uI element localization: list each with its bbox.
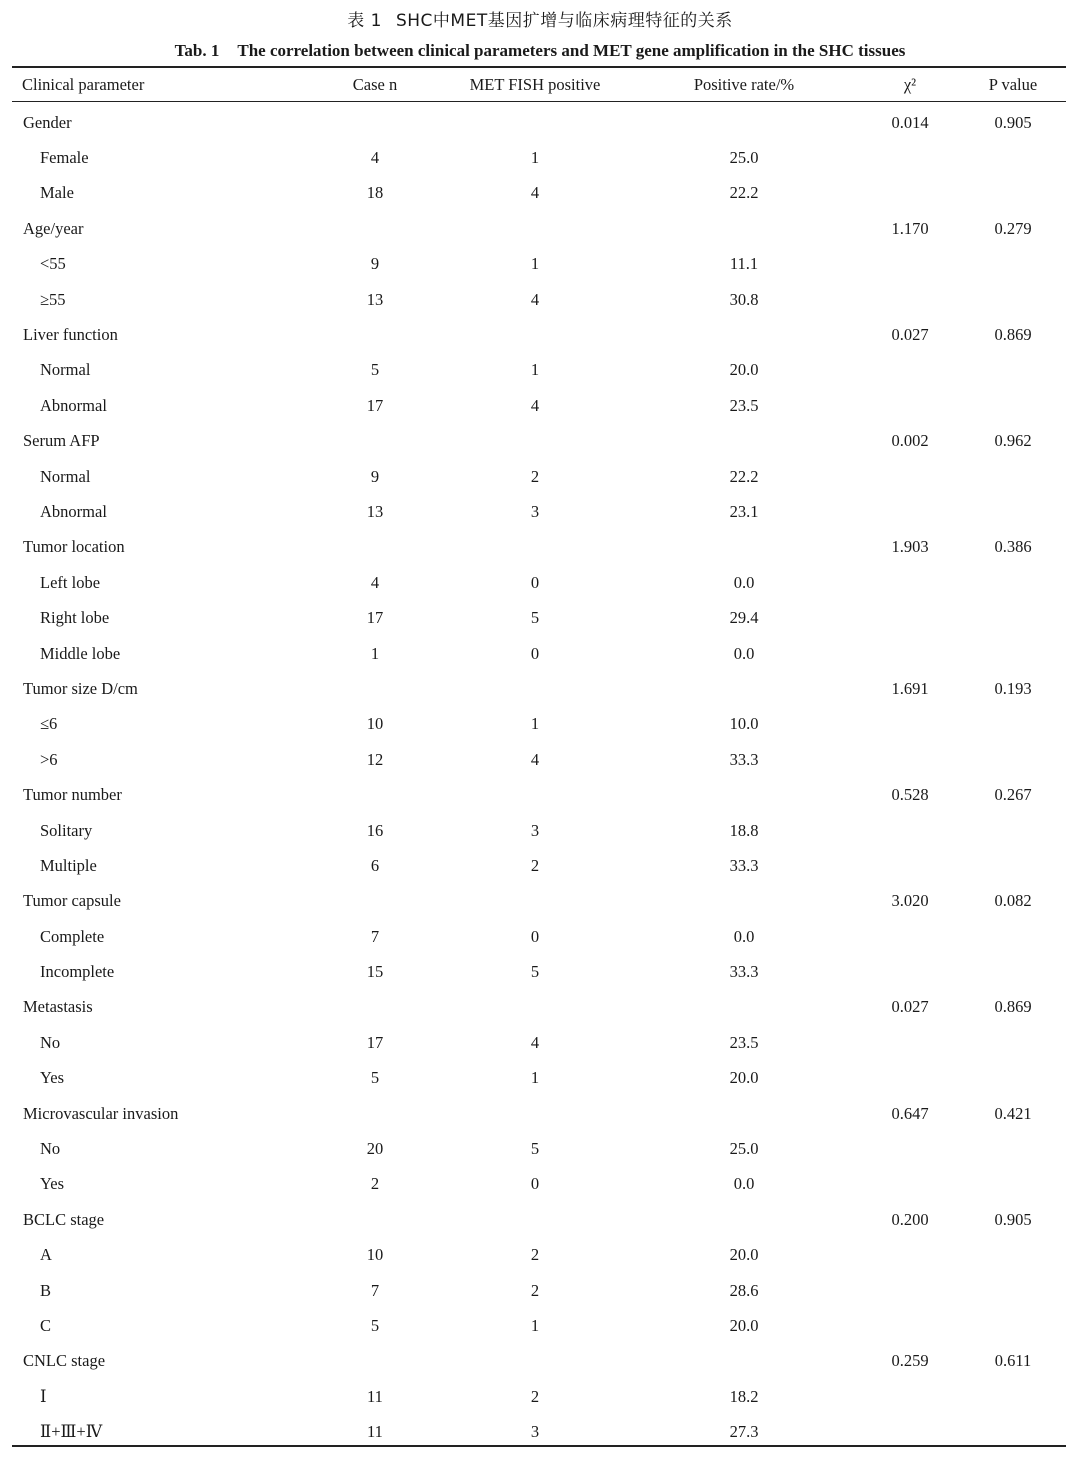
positive-rate-cell [628, 671, 860, 706]
case-cell [308, 671, 442, 706]
chi-square-cell: 0.528 [891, 785, 929, 805]
p-value-cell [960, 1167, 1066, 1202]
p-value-cell: 0.905 [994, 112, 1032, 132]
subgroup-row [12, 282, 1066, 317]
parameter-group-row [12, 317, 1066, 352]
fish-positive-cell [442, 1344, 628, 1379]
p-value-cell: 0.279 [994, 218, 1032, 238]
p-value-cell [960, 494, 1066, 529]
parameter-cell: BCLC stage [23, 1209, 105, 1229]
fish-positive-cell: 2 [530, 1245, 540, 1265]
chi-square-cell [860, 848, 960, 883]
chi-square-cell [860, 388, 960, 423]
header-positive-rate: Positive rate/% [693, 74, 795, 94]
positive-rate-cell [628, 1202, 860, 1237]
p-value-cell [960, 140, 1066, 175]
subgroup-row [12, 1025, 1066, 1060]
p-value-cell [960, 813, 1066, 848]
positive-rate-cell [628, 101, 860, 140]
chi-square-cell [860, 140, 960, 175]
chi-square-cell [860, 1238, 960, 1273]
positive-rate-cell: 25.0 [729, 148, 759, 168]
fish-positive-cell [442, 990, 628, 1025]
p-value-cell: 0.869 [994, 997, 1032, 1017]
case-cell: 6 [370, 855, 380, 875]
table-body [12, 101, 1066, 1450]
fish-positive-cell: 0 [530, 572, 540, 592]
parameter-cell: Tumor size D/cm [23, 678, 138, 698]
subgroup-row [12, 247, 1066, 282]
positive-rate-cell: 0.0 [733, 643, 755, 663]
header-case-n: Case n [352, 74, 398, 94]
positive-rate-cell: 0.0 [733, 926, 755, 946]
subgroup-row [12, 600, 1066, 635]
chi-square-cell [860, 813, 960, 848]
fish-positive-cell: 4 [530, 395, 540, 415]
case-cell: 17 [366, 395, 384, 415]
positive-rate-cell: 28.6 [729, 1280, 759, 1300]
positive-rate-cell: 23.5 [729, 395, 759, 415]
chi-square-cell [860, 282, 960, 317]
p-value-cell [960, 1308, 1066, 1343]
subgroup-row [12, 954, 1066, 989]
p-value-cell [960, 353, 1066, 388]
subgroup-row [12, 494, 1066, 529]
table-title-en-text: The correlation between clinical parameters and MET gene amplification in the SHC tissues [237, 41, 906, 60]
parameter-cell: >6 [40, 749, 58, 769]
parameter-cell: No [40, 1139, 61, 1159]
case-cell [308, 317, 442, 352]
positive-rate-cell: 20.0 [729, 360, 759, 380]
chi-square-cell: 1.691 [891, 678, 929, 698]
subgroup-row [12, 1061, 1066, 1096]
case-cell: 17 [366, 608, 384, 628]
parameter-cell: Abnormal [40, 395, 107, 415]
p-value-cell [960, 742, 1066, 777]
fish-positive-cell: 1 [530, 360, 540, 380]
parameter-cell: Right lobe [40, 608, 110, 628]
positive-rate-cell: 33.3 [729, 855, 759, 875]
case-cell [308, 211, 442, 246]
fish-positive-cell: 1 [530, 714, 540, 734]
fish-positive-cell [442, 211, 628, 246]
fish-positive-cell: 5 [530, 608, 540, 628]
subgroup-row [12, 1131, 1066, 1166]
p-value-cell [960, 1379, 1066, 1414]
p-value-cell [960, 919, 1066, 954]
fish-positive-cell: 2 [530, 1280, 540, 1300]
chi-square-cell [860, 565, 960, 600]
fish-positive-cell: 0 [530, 926, 540, 946]
positive-rate-cell [628, 884, 860, 919]
chi-square-cell [860, 600, 960, 635]
case-cell: 4 [370, 148, 380, 168]
chi-square-cell [860, 353, 960, 388]
case-cell: 5 [370, 360, 380, 380]
case-cell: 11 [367, 1422, 383, 1442]
p-value-cell: 0.082 [994, 891, 1032, 911]
parameter-cell: A [40, 1245, 52, 1265]
fish-positive-cell [442, 777, 628, 812]
positive-rate-cell: 23.1 [729, 501, 759, 521]
fish-positive-cell: 3 [530, 501, 540, 521]
parameter-cell: C [40, 1315, 52, 1335]
chi-square-cell: 1.170 [891, 218, 929, 238]
positive-rate-cell [628, 1344, 860, 1379]
table-title-en [0, 41, 1080, 61]
subgroup-row [12, 707, 1066, 742]
parameter-group-row [12, 101, 1066, 140]
parameter-cell: Ⅱ+Ⅲ+Ⅳ [40, 1422, 103, 1442]
subgroup-row [12, 1238, 1066, 1273]
parameter-cell: Solitary [40, 820, 93, 840]
results-table [12, 68, 1066, 1450]
parameter-group-row [12, 424, 1066, 459]
positive-rate-cell: 33.3 [729, 749, 759, 769]
subgroup-row [12, 919, 1066, 954]
positive-rate-cell: 25.0 [729, 1139, 759, 1159]
parameter-cell: Yes [40, 1174, 65, 1194]
fish-positive-cell: 1 [530, 148, 540, 168]
fish-positive-cell: 1 [530, 254, 540, 274]
subgroup-row [12, 813, 1066, 848]
p-value-cell: 0.869 [994, 325, 1032, 345]
case-cell: 9 [370, 254, 380, 274]
parameter-group-row [12, 777, 1066, 812]
case-cell: 13 [366, 289, 384, 309]
chi-square-cell: 0.002 [891, 431, 929, 451]
parameter-cell: Female [40, 148, 89, 168]
header-fish-positive: MET FISH positive [469, 74, 601, 94]
parameter-cell: Gender [23, 112, 72, 132]
p-value-cell [960, 1414, 1066, 1449]
case-cell: 1 [370, 643, 380, 663]
case-cell: 7 [370, 926, 380, 946]
p-value-cell [960, 848, 1066, 883]
header-p-value: P value [988, 74, 1038, 94]
chi-square-cell [860, 707, 960, 742]
case-cell [308, 530, 442, 565]
case-cell: 12 [366, 749, 384, 769]
fish-positive-cell [442, 101, 628, 140]
chi-square-cell: 0.027 [891, 997, 929, 1017]
parameter-cell: Microvascular invasion [23, 1103, 179, 1123]
case-cell: 15 [366, 962, 384, 982]
fish-positive-cell: 4 [530, 183, 540, 203]
parameter-cell: Abnormal [40, 501, 107, 521]
parameter-cell: Yes [40, 1068, 65, 1088]
chi-square-cell [860, 1167, 960, 1202]
positive-rate-cell [628, 424, 860, 459]
case-cell: 5 [370, 1315, 380, 1335]
positive-rate-cell: 22.2 [729, 183, 759, 203]
case-cell: 16 [366, 820, 384, 840]
parameter-cell: Metastasis [23, 997, 93, 1017]
chi-square-cell [860, 954, 960, 989]
fish-positive-cell: 1 [530, 1315, 540, 1335]
case-cell: 17 [366, 1032, 384, 1052]
case-cell: 18 [366, 183, 384, 203]
fish-positive-cell: 4 [530, 289, 540, 309]
chi-square-cell [860, 1414, 960, 1449]
p-value-cell [960, 1061, 1066, 1096]
chi-square-cell [860, 459, 960, 494]
p-value-cell [960, 954, 1066, 989]
subgroup-row [12, 176, 1066, 211]
parameter-cell: Tumor location [23, 537, 125, 557]
p-value-cell [960, 247, 1066, 282]
case-cell [308, 990, 442, 1025]
fish-positive-cell: 0 [530, 1174, 540, 1194]
positive-rate-cell: 22.2 [729, 466, 759, 486]
chi-square-cell [860, 247, 960, 282]
parameter-cell: Normal [40, 360, 91, 380]
subgroup-row [12, 1167, 1066, 1202]
parameter-cell: No [40, 1032, 61, 1052]
case-cell [308, 1344, 442, 1379]
p-value-cell: 0.611 [994, 1351, 1032, 1371]
chi-square-cell: 0.027 [891, 325, 929, 345]
parameter-cell: Liver function [23, 325, 118, 345]
p-value-cell [960, 636, 1066, 671]
case-cell [308, 101, 442, 140]
p-value-cell [960, 707, 1066, 742]
positive-rate-cell [628, 777, 860, 812]
parameter-cell: Incomplete [40, 962, 115, 982]
chi-square-cell [860, 636, 960, 671]
positive-rate-cell [628, 1096, 860, 1131]
parameter-group-row [12, 1202, 1066, 1237]
subgroup-row [12, 353, 1066, 388]
parameter-cell: Age/year [23, 218, 84, 238]
parameter-cell: Serum AFP [23, 431, 100, 451]
case-cell: 20 [366, 1139, 384, 1159]
p-value-cell: 0.905 [994, 1209, 1032, 1229]
positive-rate-cell: 10.0 [729, 714, 759, 734]
parameter-group-row [12, 671, 1066, 706]
fish-positive-cell: 5 [530, 1139, 540, 1159]
parameter-cell: ≥55 [40, 289, 66, 309]
positive-rate-cell: 20.0 [729, 1068, 759, 1088]
subgroup-row [12, 459, 1066, 494]
chi-square-cell: 0.014 [891, 112, 929, 132]
case-cell [308, 884, 442, 919]
positive-rate-cell: 27.3 [729, 1422, 759, 1442]
header-row [12, 68, 1066, 101]
chi-square-cell: 1.903 [891, 537, 929, 557]
p-value-cell [960, 600, 1066, 635]
p-value-cell [960, 282, 1066, 317]
subgroup-row [12, 636, 1066, 671]
parameter-cell: Tumor capsule [23, 891, 121, 911]
subgroup-row [12, 388, 1066, 423]
positive-rate-cell: 20.0 [729, 1315, 759, 1335]
parameter-group-row [12, 990, 1066, 1025]
fish-positive-cell [442, 1202, 628, 1237]
case-cell: 13 [366, 501, 384, 521]
positive-rate-cell: 11.1 [729, 254, 759, 274]
subgroup-row [12, 1379, 1066, 1414]
chi-square-cell [860, 1379, 960, 1414]
fish-positive-cell: 1 [530, 1068, 540, 1088]
chi-square-cell [860, 494, 960, 529]
case-cell: 10 [366, 1245, 384, 1265]
case-cell: 10 [366, 714, 384, 734]
positive-rate-cell [628, 530, 860, 565]
parameter-cell: Normal [40, 466, 91, 486]
parameter-cell: Multiple [40, 855, 97, 875]
parameter-cell: CNLC stage [23, 1351, 106, 1371]
chi-square-cell: 0.647 [891, 1103, 929, 1123]
case-cell [308, 1202, 442, 1237]
table-title-cn [0, 6, 1080, 31]
subgroup-row [12, 1308, 1066, 1343]
chi-square-cell [860, 919, 960, 954]
subgroup-row [12, 565, 1066, 600]
positive-rate-cell [628, 990, 860, 1025]
fish-positive-cell: 2 [530, 466, 540, 486]
case-cell: 5 [370, 1068, 380, 1088]
parameter-cell: B [40, 1280, 52, 1300]
chi-square-cell [860, 1273, 960, 1308]
chi-square-cell [860, 1308, 960, 1343]
parameter-cell: Middle lobe [40, 643, 121, 663]
p-value-cell [960, 1273, 1066, 1308]
parameter-cell: Tumor number [23, 785, 122, 805]
p-value-cell [960, 1131, 1066, 1166]
subgroup-row [12, 1273, 1066, 1308]
subgroup-row [12, 848, 1066, 883]
positive-rate-cell [628, 317, 860, 352]
subgroup-row [12, 742, 1066, 777]
case-cell [308, 1096, 442, 1131]
fish-positive-cell: 3 [530, 820, 540, 840]
fish-positive-cell: 2 [530, 855, 540, 875]
fish-positive-cell [442, 671, 628, 706]
positive-rate-cell: 30.8 [729, 289, 759, 309]
chi-square-cell [860, 1025, 960, 1060]
case-cell: 2 [370, 1174, 380, 1194]
parameter-cell: Complete [40, 926, 105, 946]
fish-positive-cell [442, 424, 628, 459]
chi-square-cell: 3.020 [891, 891, 929, 911]
table-title-cn-text: SHC中MET基因扩增与临床病理特征的关系 [395, 11, 733, 31]
parameter-group-row [12, 884, 1066, 919]
p-value-cell: 0.386 [994, 537, 1032, 557]
parameter-group-row [12, 1096, 1066, 1131]
header-chi-square: χ² [903, 74, 917, 94]
case-cell: 4 [370, 572, 380, 592]
positive-rate-cell: 0.0 [733, 572, 755, 592]
p-value-cell: 0.421 [994, 1103, 1032, 1123]
case-cell: 11 [367, 1386, 383, 1406]
p-value-cell [960, 176, 1066, 211]
fish-positive-cell: 4 [530, 1032, 540, 1052]
chi-square-cell [860, 742, 960, 777]
positive-rate-cell: 33.3 [729, 962, 759, 982]
fish-positive-cell: 4 [530, 749, 540, 769]
fish-positive-cell [442, 1096, 628, 1131]
table-number-en: Tab. 1 [174, 41, 220, 60]
positive-rate-cell [628, 211, 860, 246]
p-value-cell [960, 388, 1066, 423]
chi-square-cell [860, 1131, 960, 1166]
fish-positive-cell: 5 [530, 962, 540, 982]
case-cell: 9 [370, 466, 380, 486]
fish-positive-cell: 0 [530, 643, 540, 663]
case-cell [308, 424, 442, 459]
parameter-cell: Ⅰ [40, 1386, 47, 1406]
fish-positive-cell: 3 [530, 1422, 540, 1442]
positive-rate-cell: 0.0 [733, 1174, 755, 1194]
positive-rate-cell: 18.8 [729, 820, 759, 840]
parameter-cell: <55 [40, 254, 66, 274]
case-cell [308, 777, 442, 812]
fish-positive-cell [442, 317, 628, 352]
p-value-cell [960, 565, 1066, 600]
positive-rate-cell: 23.5 [729, 1032, 759, 1052]
chi-square-cell: 0.200 [891, 1209, 929, 1229]
p-value-cell: 0.193 [994, 678, 1032, 698]
positive-rate-cell: 29.4 [729, 608, 759, 628]
subgroup-row [12, 1414, 1066, 1449]
chi-square-cell [860, 1061, 960, 1096]
parameter-cell: Left lobe [40, 572, 101, 592]
parameter-cell: Male [40, 183, 74, 203]
table-number-cn: 表 1 [347, 11, 382, 31]
fish-positive-cell [442, 884, 628, 919]
header-clinical-parameter: Clinical parameter [22, 74, 145, 94]
case-cell: 7 [370, 1280, 380, 1300]
p-value-cell [960, 1025, 1066, 1060]
p-value-cell: 0.962 [994, 431, 1032, 451]
subgroup-row [12, 140, 1066, 175]
chi-square-cell: 0.259 [891, 1351, 929, 1371]
p-value-cell: 0.267 [994, 785, 1032, 805]
positive-rate-cell: 18.2 [729, 1386, 759, 1406]
parameter-group-row [12, 1344, 1066, 1379]
parameter-group-row [12, 530, 1066, 565]
fish-positive-cell: 2 [530, 1386, 540, 1406]
positive-rate-cell: 20.0 [729, 1245, 759, 1265]
p-value-cell [960, 459, 1066, 494]
p-value-cell [960, 1238, 1066, 1273]
parameter-cell: ≤6 [40, 714, 58, 734]
chi-square-cell [860, 176, 960, 211]
parameter-group-row [12, 211, 1066, 246]
fish-positive-cell [442, 530, 628, 565]
